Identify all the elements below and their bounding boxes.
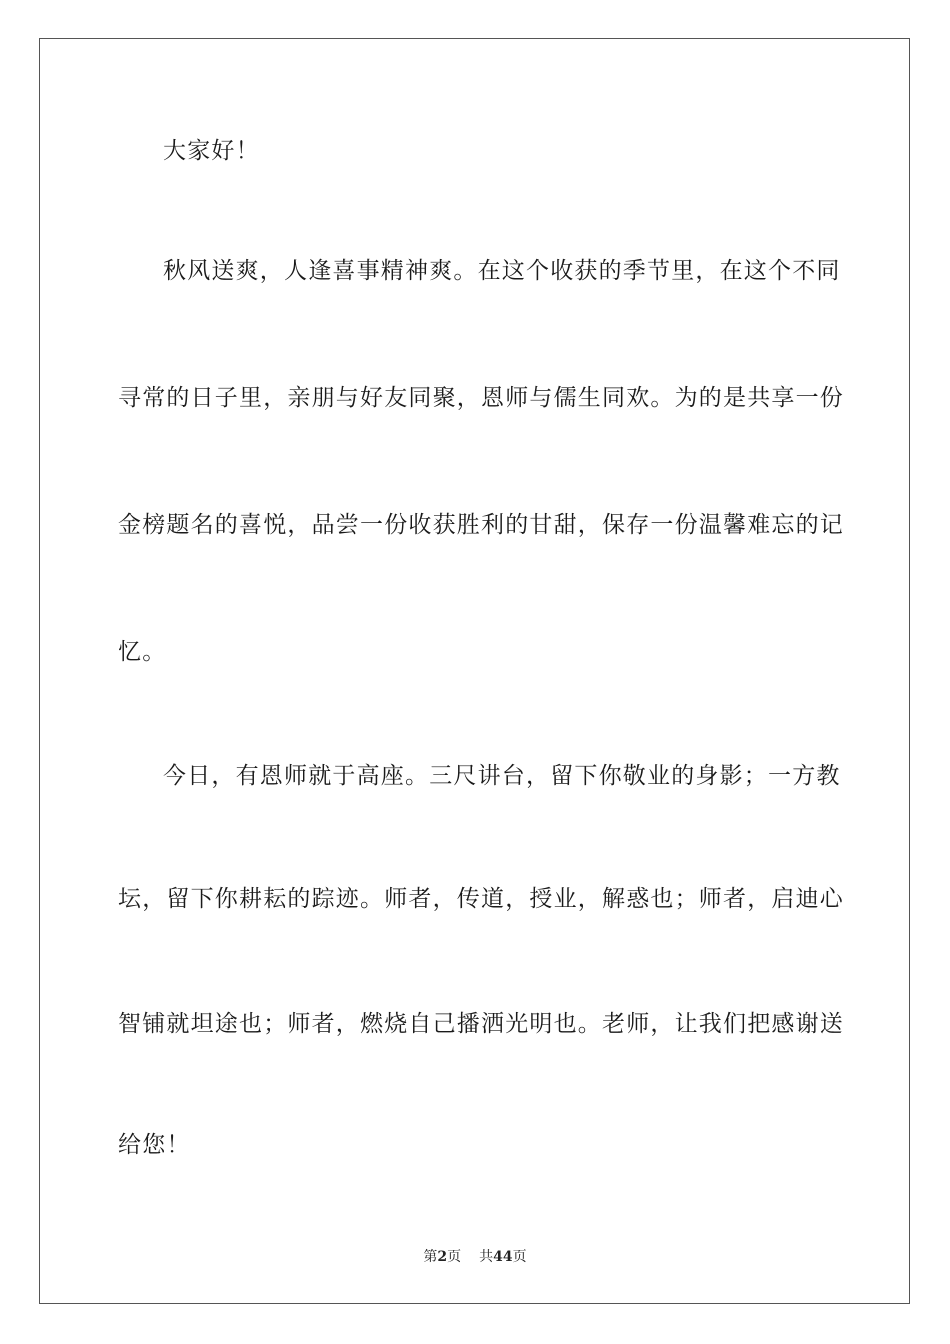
total-suffix: 页 [512, 1249, 527, 1265]
page-prefix: 第 [423, 1249, 438, 1265]
paragraph-2-line-1: 今日，有恩师就于高座。三尺讲台，留下你敬业的身影；一方教 [163, 763, 841, 789]
paragraph-1-line-4: 忆。 [118, 639, 167, 665]
page-footer [0, 1248, 950, 1266]
page-border [39, 38, 910, 1304]
total-pages: 44 [493, 1249, 513, 1265]
greeting-line: 大家好！ [163, 138, 260, 164]
paragraph-1-line-2: 寻常的日子里，亲朋与好友同聚，恩师与儒生同欢。为的是共享一份 [118, 385, 844, 411]
total-prefix: 共 [479, 1249, 494, 1265]
paragraph-1-line-1: 秋风送爽，人逢喜事精神爽。在这个收获的季节里，在这个不同 [163, 258, 841, 284]
paragraph-2-line-4: 给您！ [118, 1132, 191, 1158]
page-suffix: 页 [447, 1249, 462, 1265]
paragraph-2-line-3: 智铺就坦途也；师者，燃烧自己播洒光明也。老师，让我们把感谢送 [118, 1011, 844, 1037]
paragraph-2-line-2: 坛，留下你耕耘的踪迹。师者，传道，授业，解惑也；师者，启迪心 [118, 886, 844, 912]
paragraph-1-line-3: 金榜题名的喜悦，品尝一份收获胜利的甘甜，保存一份温馨难忘的记 [118, 512, 844, 538]
page-number: 2 [437, 1249, 448, 1265]
